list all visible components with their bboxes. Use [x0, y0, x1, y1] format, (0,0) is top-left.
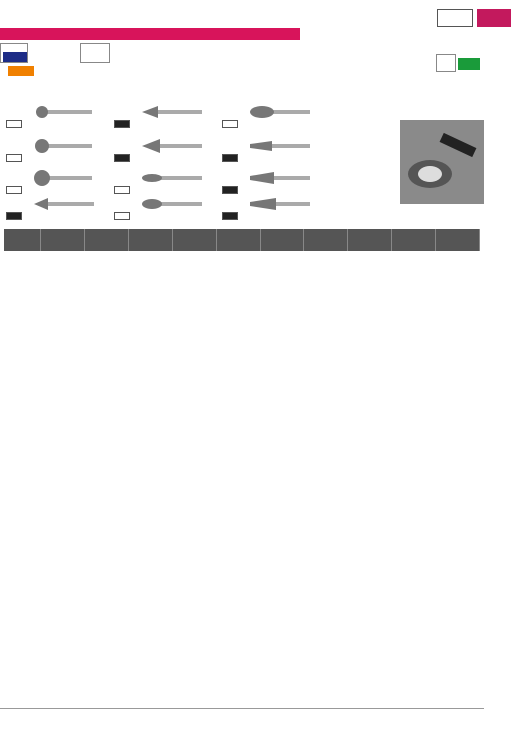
category-badge — [437, 9, 473, 27]
footer-legend — [0, 709, 484, 715]
bur-cone-icon — [142, 138, 212, 154]
tool-thumb — [222, 136, 322, 164]
tool-shape-tag — [222, 212, 238, 220]
tool-images-grid — [6, 80, 328, 218]
col-rpm — [348, 229, 392, 251]
tool-thumb — [114, 168, 214, 196]
col-shape — [172, 229, 216, 251]
tool-thumb — [114, 102, 214, 130]
features-block — [330, 72, 480, 93]
tool-shape-tag — [6, 186, 22, 194]
rohs-badge — [458, 58, 480, 70]
tool-shape-tag — [222, 154, 238, 162]
bur-ball-icon — [34, 138, 104, 154]
tool-shape-tag — [6, 120, 22, 128]
trusco-brand-box — [0, 43, 28, 63]
col-check — [436, 229, 480, 251]
col-type — [304, 229, 348, 251]
tool-thumb — [6, 136, 106, 164]
col-order-code — [4, 229, 41, 251]
tool-thumb — [114, 136, 214, 164]
trusco-logo — [3, 52, 27, 62]
availability-badge — [436, 54, 456, 72]
caution-note — [400, 208, 480, 224]
tool-thumb — [6, 194, 106, 222]
tool-shape-tag — [114, 154, 130, 162]
grinding-photo-icon — [400, 120, 484, 204]
usage-photo — [400, 120, 484, 204]
tool-shape-tag — [114, 186, 130, 194]
tool-thumb — [6, 102, 106, 130]
col-mass — [392, 229, 436, 251]
tool-thumb — [222, 102, 322, 130]
table-header-row — [4, 229, 480, 251]
bur-oval-icon — [142, 196, 212, 212]
tool-shape-tag — [6, 154, 22, 162]
bur-taper-icon — [250, 170, 320, 186]
price-notice-bar — [0, 28, 300, 40]
bur-ball-icon — [34, 170, 104, 186]
bur-flame-icon — [142, 170, 212, 186]
tool-thumb — [6, 168, 106, 196]
bur-taper-icon — [250, 196, 320, 212]
tool-shape-tag — [114, 120, 130, 128]
tool-thumb — [222, 194, 322, 222]
tool-shape-tag — [222, 186, 238, 194]
tool-shape-tag — [6, 212, 22, 220]
col-angle — [260, 229, 304, 251]
jcom-badge — [8, 66, 34, 76]
footer — [0, 708, 484, 729]
bur-ball-icon — [34, 104, 104, 120]
col-price — [84, 229, 128, 251]
bur-taper-icon — [250, 138, 320, 154]
bur-cone-icon — [34, 196, 104, 212]
tool-shape-tag — [114, 212, 130, 220]
item-count-box — [80, 43, 110, 63]
bur-oval-icon — [250, 104, 320, 120]
col-dims — [216, 229, 260, 251]
tool-shape-tag — [222, 120, 238, 128]
col-part-no — [41, 229, 85, 251]
header-page-number — [477, 9, 511, 27]
col-std-price — [128, 229, 172, 251]
product-table — [4, 229, 480, 251]
tool-thumb — [222, 168, 322, 196]
bur-cone-icon — [142, 104, 212, 120]
tool-thumb — [114, 194, 214, 222]
